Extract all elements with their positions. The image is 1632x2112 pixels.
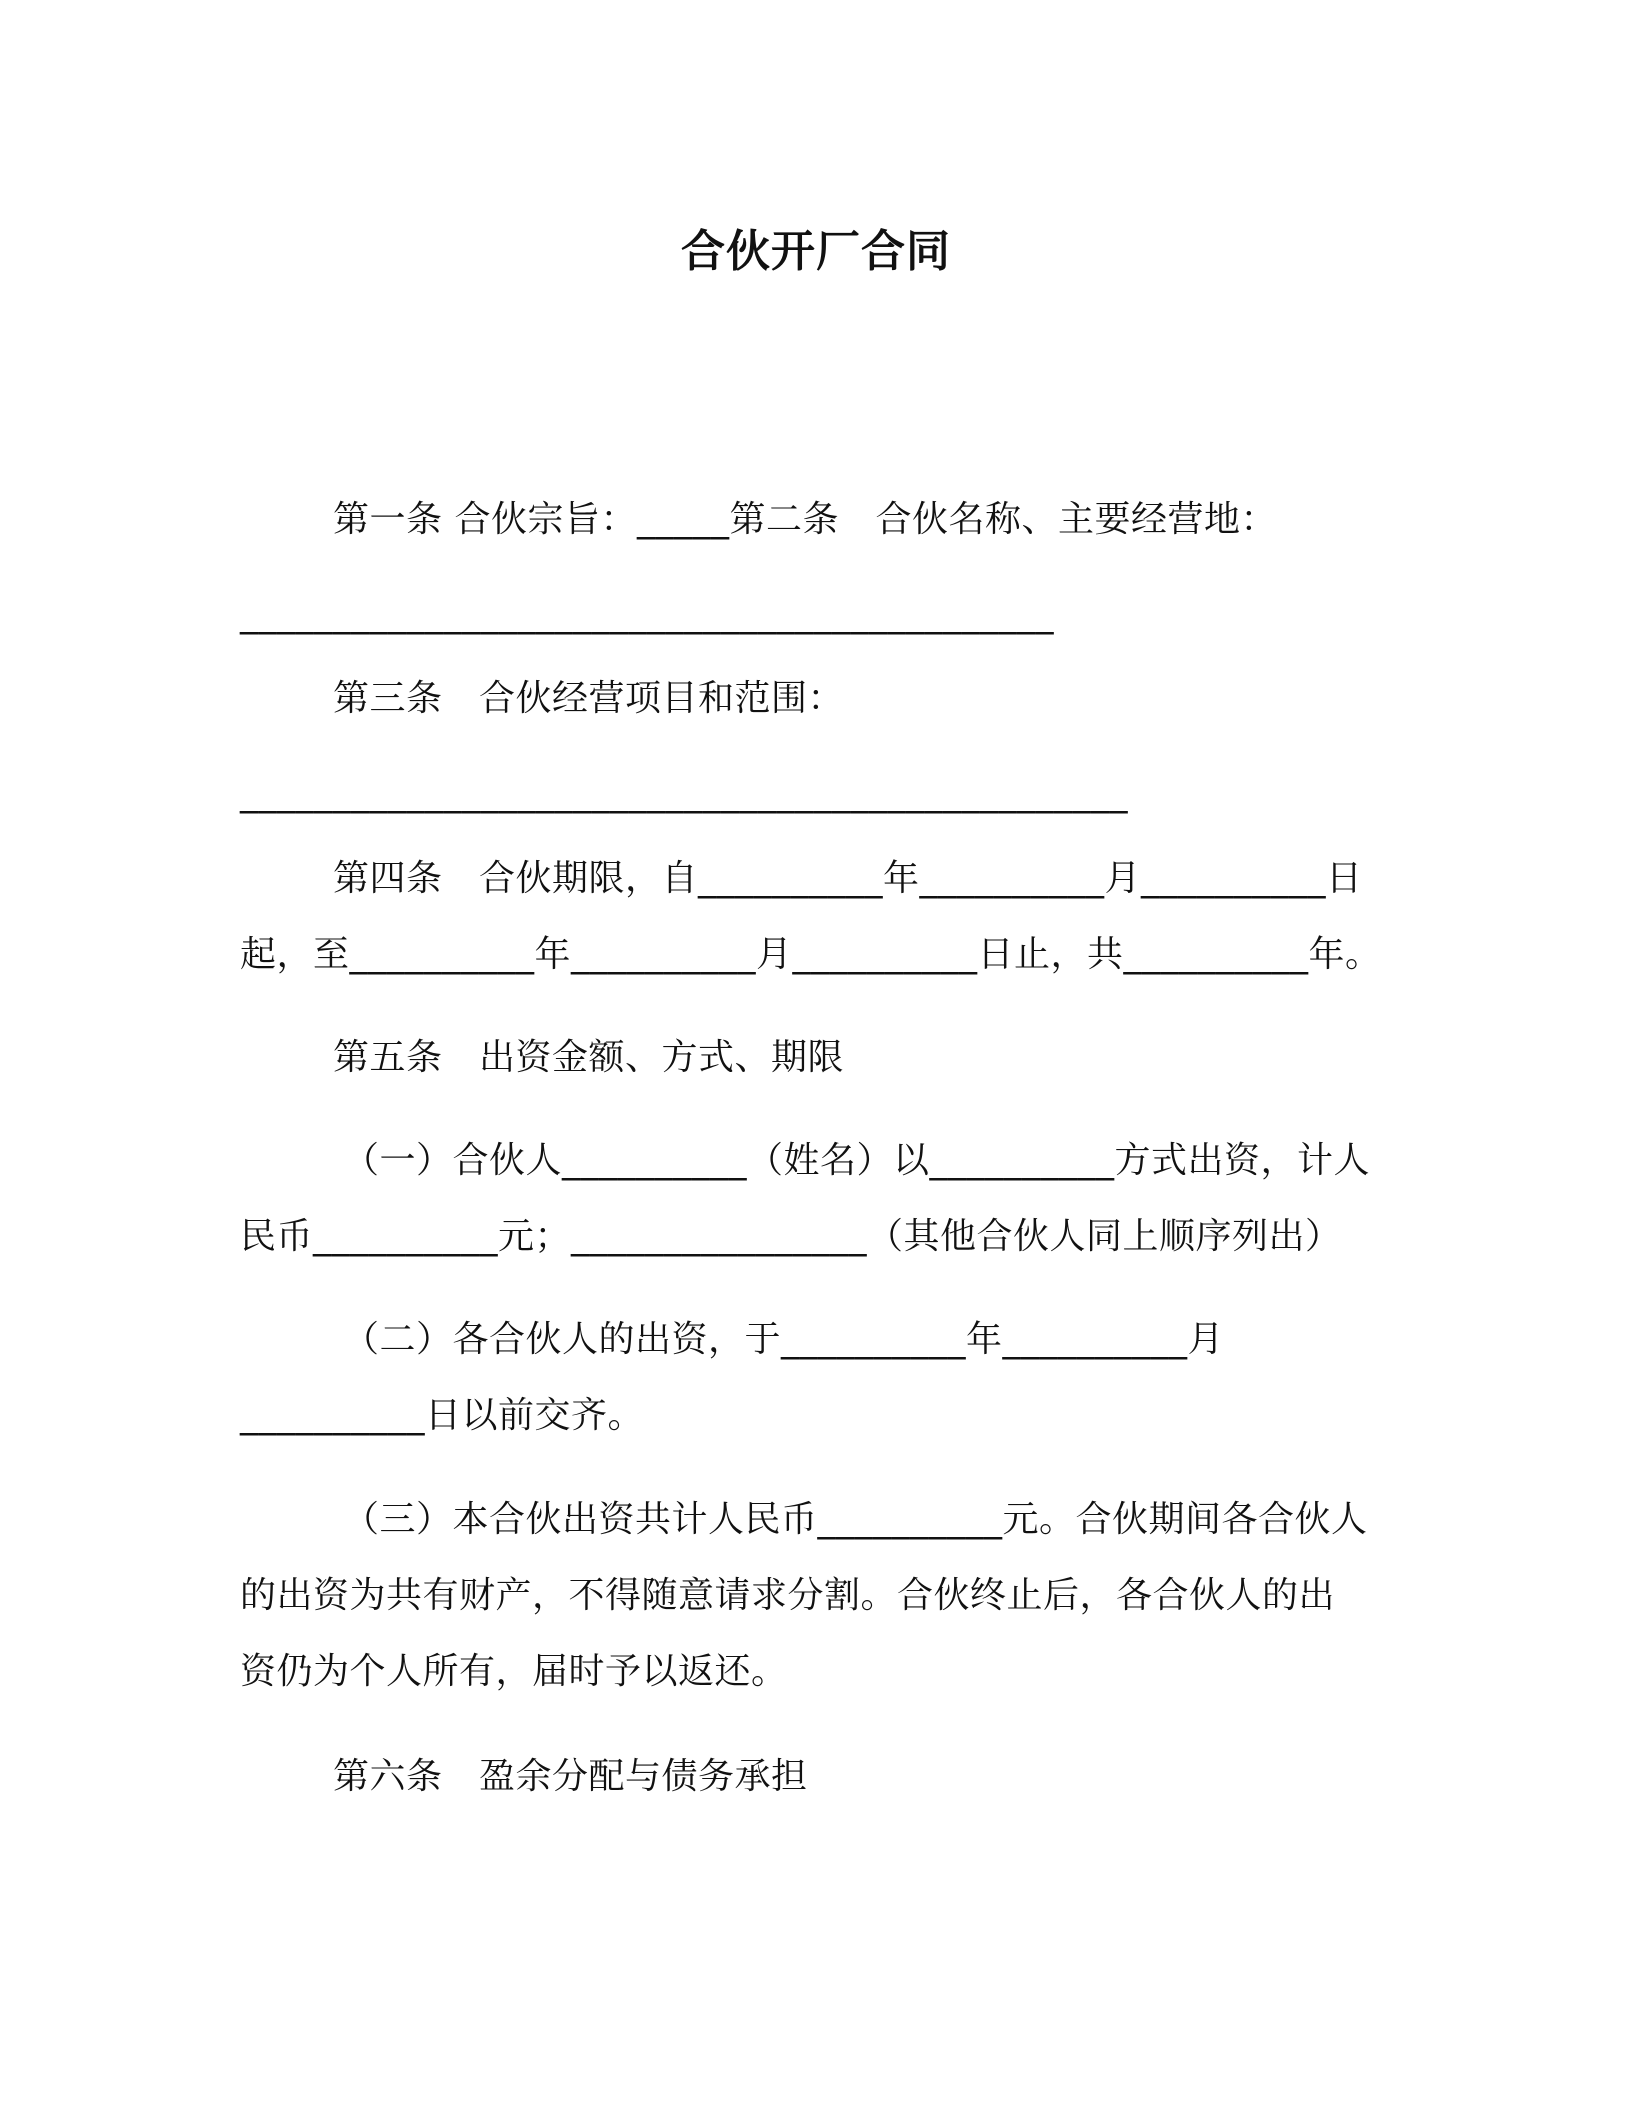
article-5-item-3-line-1: （三）本合伙出资共计人民币__________元。合伙期间各合伙人 xyxy=(343,1499,1368,1540)
document-title: 合伙开厂合同 xyxy=(681,226,951,277)
article-5-item-1-line-2: 民币__________元；________________（其他合伙人同上顺序列出） xyxy=(240,1216,1342,1257)
article-5-item-3-line-2: 的出资为共有财产，不得随意请求分割。合伙终止后，各合伙人的出 xyxy=(240,1575,1336,1616)
article-4-line-2: 起，至__________年__________月__________日止，共__________年。 xyxy=(240,934,1382,975)
article-5-item-3-line-3: 资仍为个人所有，届时予以返还。 xyxy=(240,1651,788,1692)
article-1-line: 第一条 合伙宗旨：_____第二条 合伙名称、主要经营地： xyxy=(333,499,1277,540)
blank-line-2: ________________________________________________ xyxy=(240,773,1128,814)
article-3-line: 第三条 合伙经营项目和范围： xyxy=(333,678,845,719)
article-5-item-2-line-2: __________日以前交齐。 xyxy=(240,1395,645,1436)
blank-line-1: ____________________________________________ xyxy=(240,594,1054,635)
article-5-item-2-line-1: （二）各合伙人的出资，于__________年__________月 xyxy=(343,1319,1225,1360)
article-5-heading: 第五条 出资金额、方式、期限 xyxy=(333,1037,845,1078)
article-5-item-1-line-1: （一）合伙人__________（姓名）以__________方式出资，计人 xyxy=(343,1140,1371,1181)
article-6-heading: 第六条 盈余分配与债务承担 xyxy=(333,1756,808,1797)
article-4-line-1: 第四条 合伙期限，自__________年__________月__________日 xyxy=(333,858,1363,899)
